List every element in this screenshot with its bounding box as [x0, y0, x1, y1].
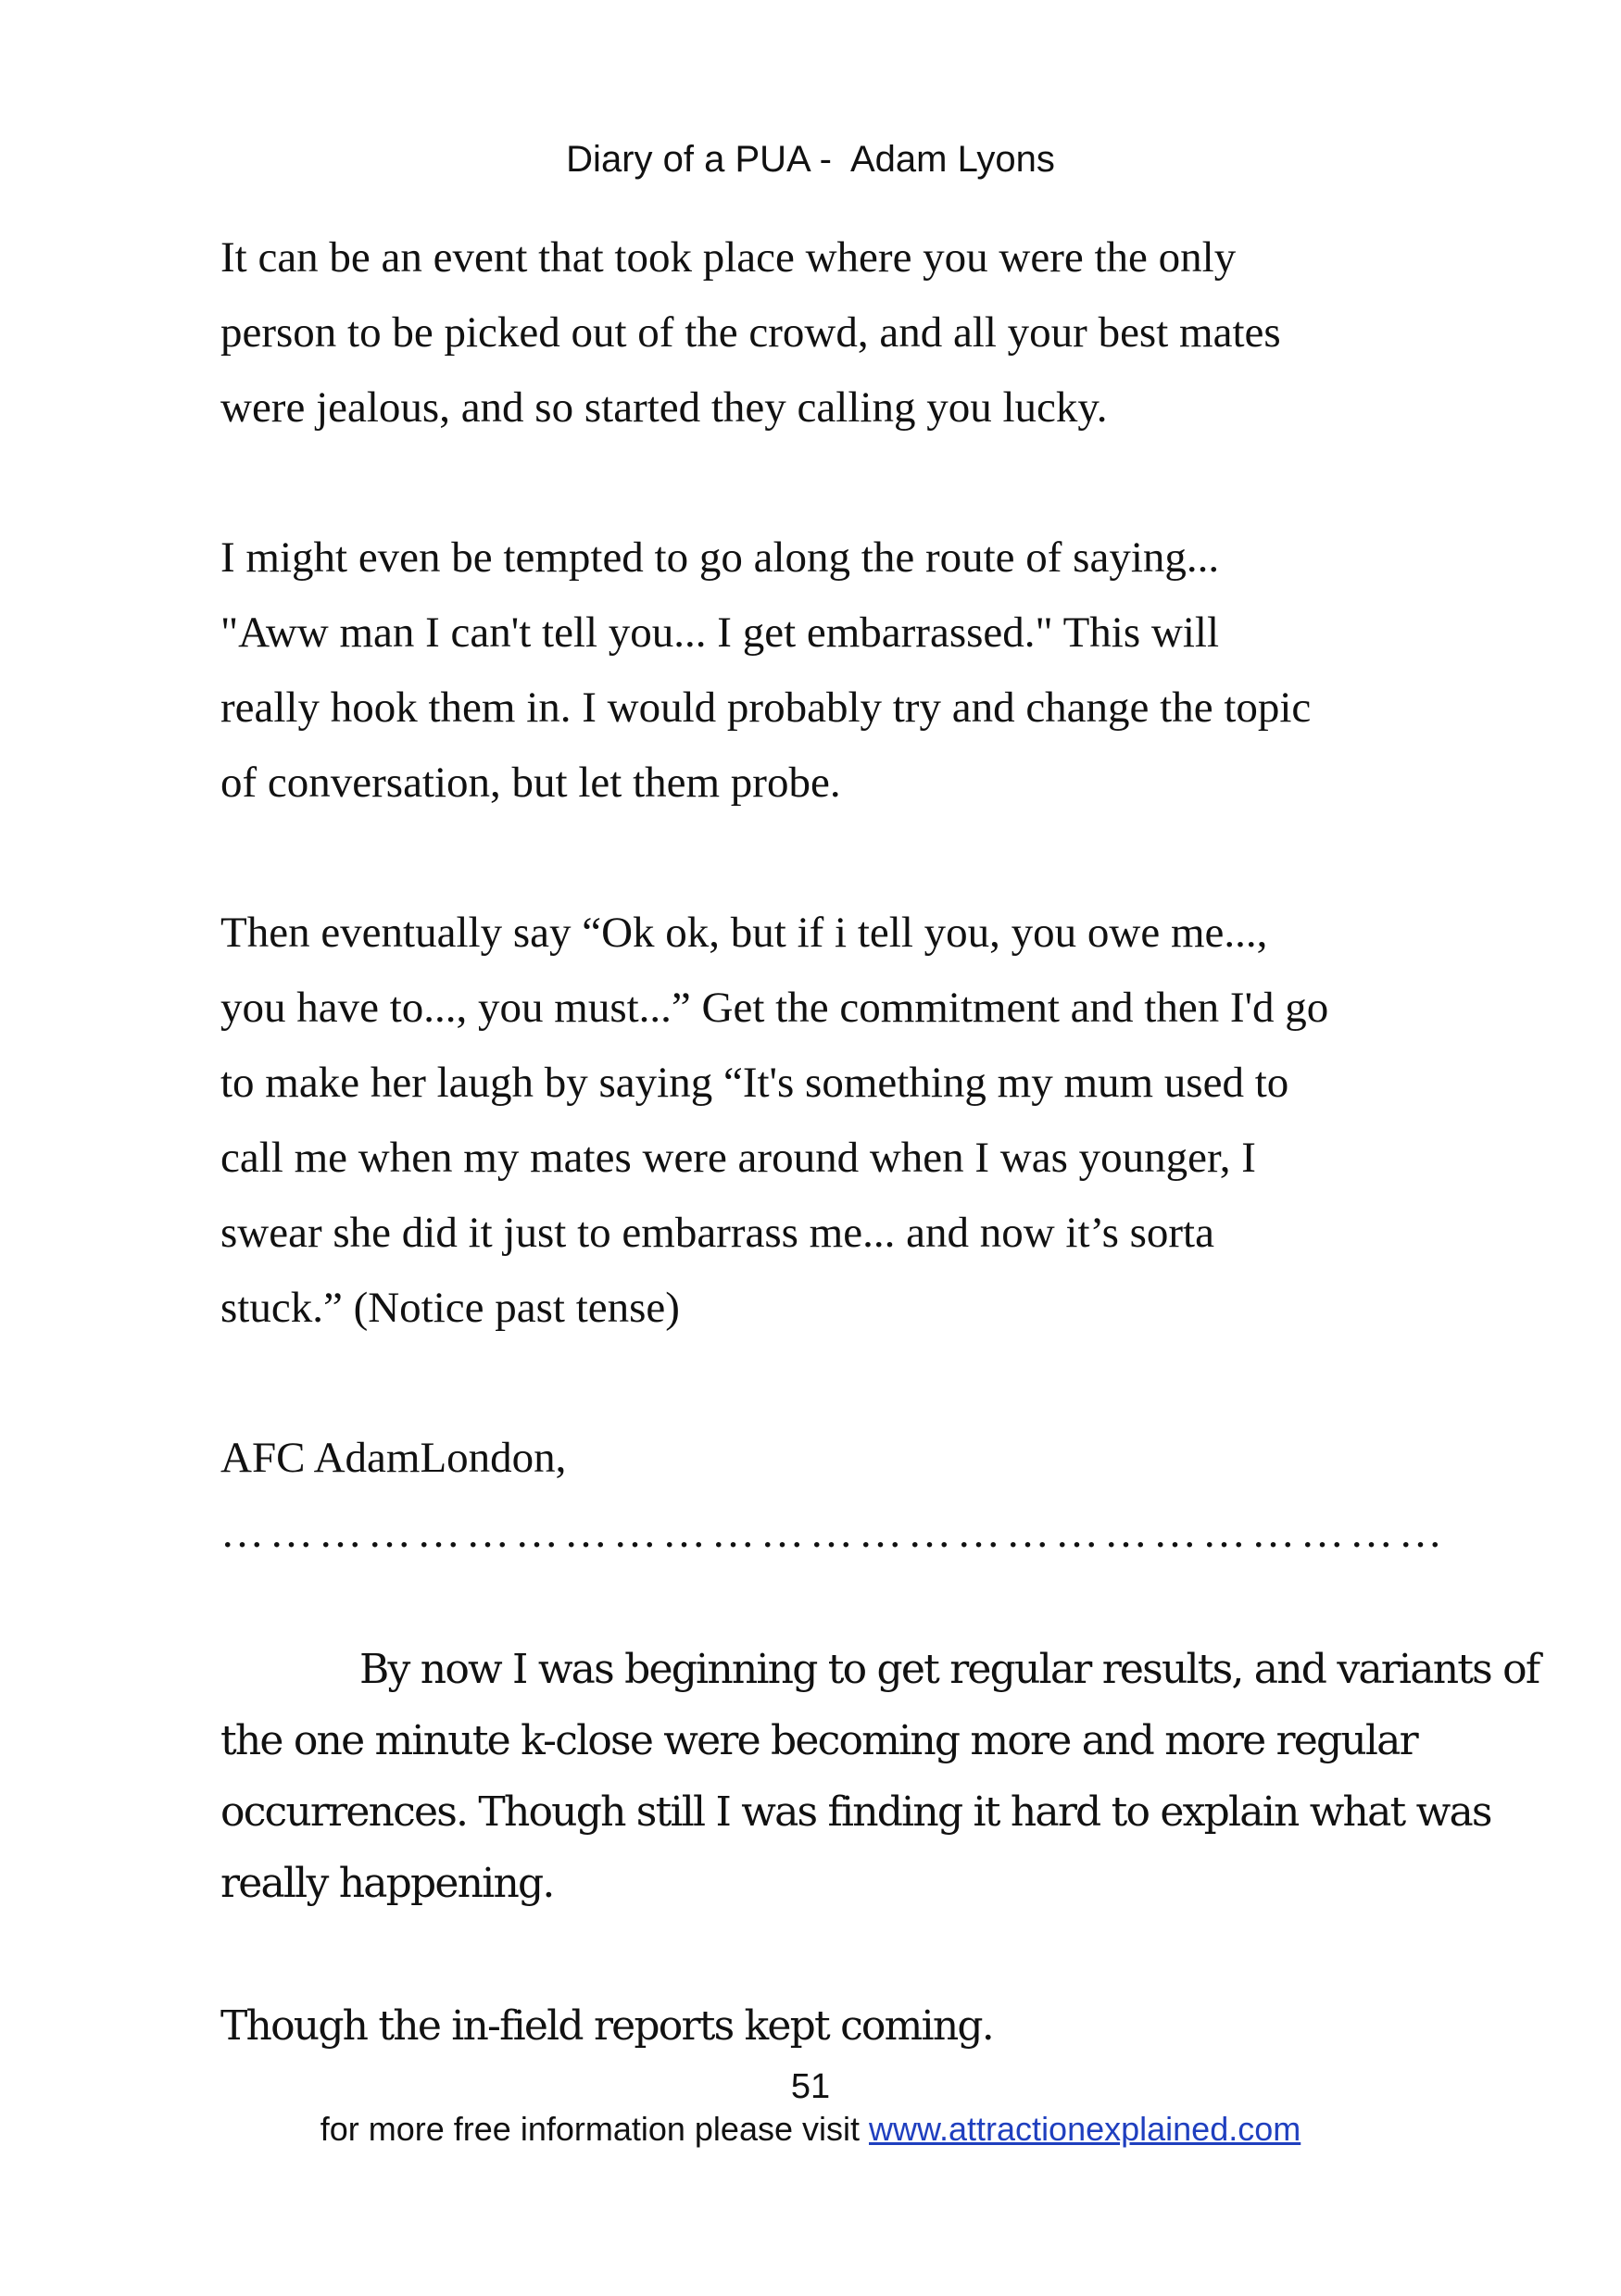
text-line: By now I was beginning to get regular results, and variants of [359, 1646, 1539, 1693]
text-line: were jealous, and so started they calling you lucky. [220, 383, 1108, 432]
text-line: of conversation, but let them probe. [220, 759, 841, 807]
text-line: call me when my mates were around when I was younger, I [220, 1134, 1256, 1182]
page-header [0, 137, 1621, 182]
narrative-section [220, 1634, 1539, 2062]
dotted-divider: ………………………………………………………………… [220, 1509, 1448, 1557]
paragraph-4 [220, 1634, 1539, 1919]
text-line: swear she did it just to embarrass me... and now it’s sorta [220, 1209, 1214, 1257]
book-title: Diary of a PUA - [566, 139, 832, 180]
text-line: person to be picked out of the crowd, and all your best mates [220, 308, 1281, 357]
website-link[interactable]: www.attractionexplained.com [869, 2110, 1301, 2148]
text-line: you have to..., you must...” Get the commitment and then I'd go [220, 984, 1329, 1032]
text-line: really happening. [220, 1860, 554, 1907]
text-line: stuck.” (Notice past tense) [220, 1284, 680, 1332]
text-line: really hook them in. I would probably try and change the topic [220, 684, 1312, 732]
signature: AFC AdamLondon, [220, 1434, 567, 1482]
text-line: the one minute k-close were becoming more and more regular [220, 1717, 1417, 1764]
paragraph-2 [220, 521, 1443, 821]
text-line: It can be an event that took place where you were the only [220, 233, 1237, 282]
paragraph-1 [220, 220, 1443, 445]
author-name: Adam Lyons [849, 139, 1055, 180]
text-line: to make her laugh by saying “It's something my mum used to [220, 1059, 1289, 1107]
page-body [220, 220, 1539, 2062]
visit-text: for more free information please visit [320, 2110, 860, 2148]
text-line: "Aww man I can't tell you... I get embarrassed." This will [220, 609, 1220, 657]
paragraph-5: Though the in-field reports kept coming. [220, 2002, 993, 2050]
page-number: 51 [790, 2067, 831, 2106]
text-line: Then eventually say “Ok ok, but if i tell you, you owe me..., [220, 909, 1268, 957]
paragraph-3 [220, 896, 1443, 1346]
text-line: I might even be tempted to go along the route of saying... [220, 533, 1220, 582]
text-line: occurrences. Though still I was finding it hard to explain what was [220, 1788, 1491, 1836]
page-footer [0, 2065, 1621, 2151]
